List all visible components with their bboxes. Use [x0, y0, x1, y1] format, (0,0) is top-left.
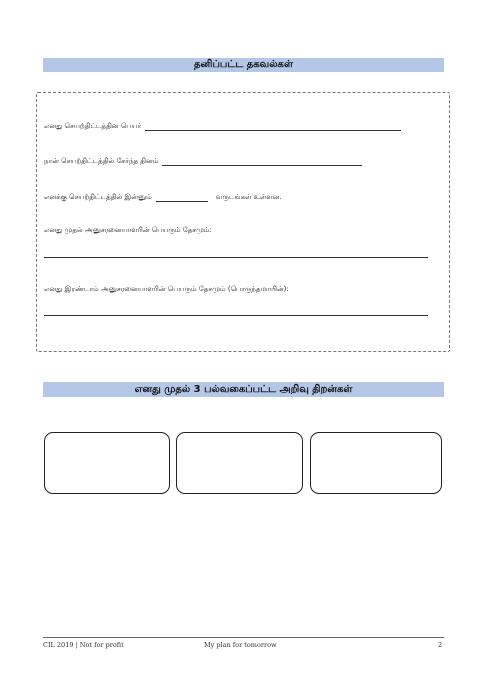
footer-rule — [43, 637, 444, 638]
project-name-field[interactable] — [145, 130, 401, 131]
start-date-label: நான் செயற்திட்டத்தில் சேர்ந்த தினம் — [44, 157, 159, 165]
skill-box-1[interactable] — [44, 432, 170, 494]
project-name-label: எனது செயற்திட்டத்தின பெயர் — [44, 122, 142, 130]
mentor2-label: எனது இரண்டாம் அனுசரனையாளரின் பெயரும் தேசமும் (பொருந்தமாயின்): — [44, 285, 289, 293]
footer-left: CIL 2019 | Not for profit — [43, 641, 124, 649]
skill-box-3[interactable] — [310, 432, 442, 494]
page-number: 2 — [438, 641, 443, 649]
footer-center: My plan for tomorrow — [204, 641, 277, 649]
start-date-field[interactable] — [162, 165, 362, 166]
years-left-label: எனக்கு செயற்திட்டத்தில் இன்னும் — [44, 193, 152, 201]
section-title-personal-info: தனிப்பட்ட தகவல்கள் — [43, 58, 444, 72]
start-date-row — [44, 157, 362, 166]
personal-info-box — [36, 92, 450, 352]
mentor1-label: எனது முதல் அனுசரனையாளரின் பெயரும் தேசமும்: — [44, 226, 212, 234]
years-left-row — [44, 193, 282, 202]
years-left-field[interactable] — [156, 201, 208, 202]
mentor2-field[interactable] — [44, 315, 428, 316]
skill-box-2[interactable] — [176, 432, 303, 494]
project-name-row — [44, 122, 401, 131]
mentor1-field[interactable] — [44, 257, 428, 258]
section-title-knowledge-skills: எனது முதல் 3 பல்வகைப்பட்ட அறிவு திறன்கள் — [43, 382, 444, 397]
years-left-suffix: வருடங்கள் உள்ளன. — [215, 193, 282, 201]
